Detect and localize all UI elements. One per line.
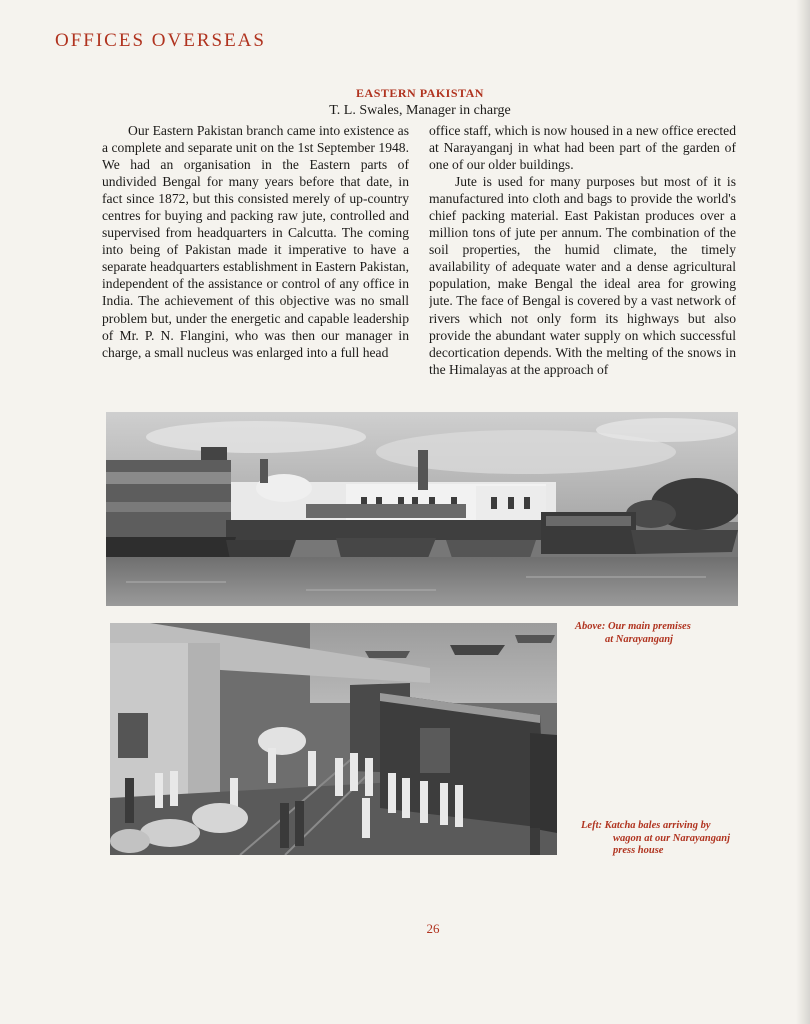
caption-left xyxy=(581,820,746,858)
page-edge-shadow xyxy=(796,0,810,1024)
bales-wagon-photo xyxy=(110,623,557,855)
caption-line: press house xyxy=(613,845,664,856)
paragraph: Our Eastern Pakistan branch came into existence as a complete and separate unit on the 1st September 1948. We had an organisation in the Eastern parts of undivided Bengal for many years before that date, in fact since 1872, but this consisted merely of up-country centres for buying and packing raw jute, controlled and supervised from headquarters in Calcutta. The coming into being of Pakistan made it imperative to have a separate headquarters establishment in Eastern Pakistan, independent of the assistance or control of any office in India. The achievement of this objective was no small problem but, under the energetic and capable leadership of Mr. P. N. Flangini, who was then our manager in charge, a small nucleus was enlarged into a full head xyxy=(102,123,409,360)
paragraph: Jute is used for many purposes but most of it is manufactured into cloth and bags to provide the world's chief packing material. East Pakistan produces over a million tons of jute per annum. The combination of the soil properties, the humid climate, the timely availability of adequate water and a dense agricultural population, make Bengal the ideal area for growing jute. The face of Bengal is covered by a vast network of rivers which not only form its highways but also provide the abundant water supply on which successful decortication depends. With the melting of the snows in the Himalayas at the approach of xyxy=(429,174,736,377)
text-column-right xyxy=(429,122,736,394)
caption-line: Above: Our main premises xyxy=(575,621,691,632)
running-head: OFFICES OVERSEAS xyxy=(55,30,266,51)
caption-line: wagon at our Narayanganj xyxy=(613,832,730,844)
section-title: EASTERN PAKISTAN xyxy=(356,86,484,100)
premises-photo xyxy=(106,412,738,606)
text-column-left xyxy=(102,122,409,394)
caption-line: at Narayanganj xyxy=(605,633,673,645)
caption-line: Left: Katcha bales arriving by xyxy=(581,820,711,831)
page-number: 26 xyxy=(426,921,440,936)
byline: T. L. Swales, Manager in charge xyxy=(329,103,511,118)
caption-above xyxy=(575,621,735,646)
paragraph: office staff, which is now housed in a new office erected at Narayanganj in what had been part of the garden of one of our older buildings. xyxy=(429,123,736,173)
